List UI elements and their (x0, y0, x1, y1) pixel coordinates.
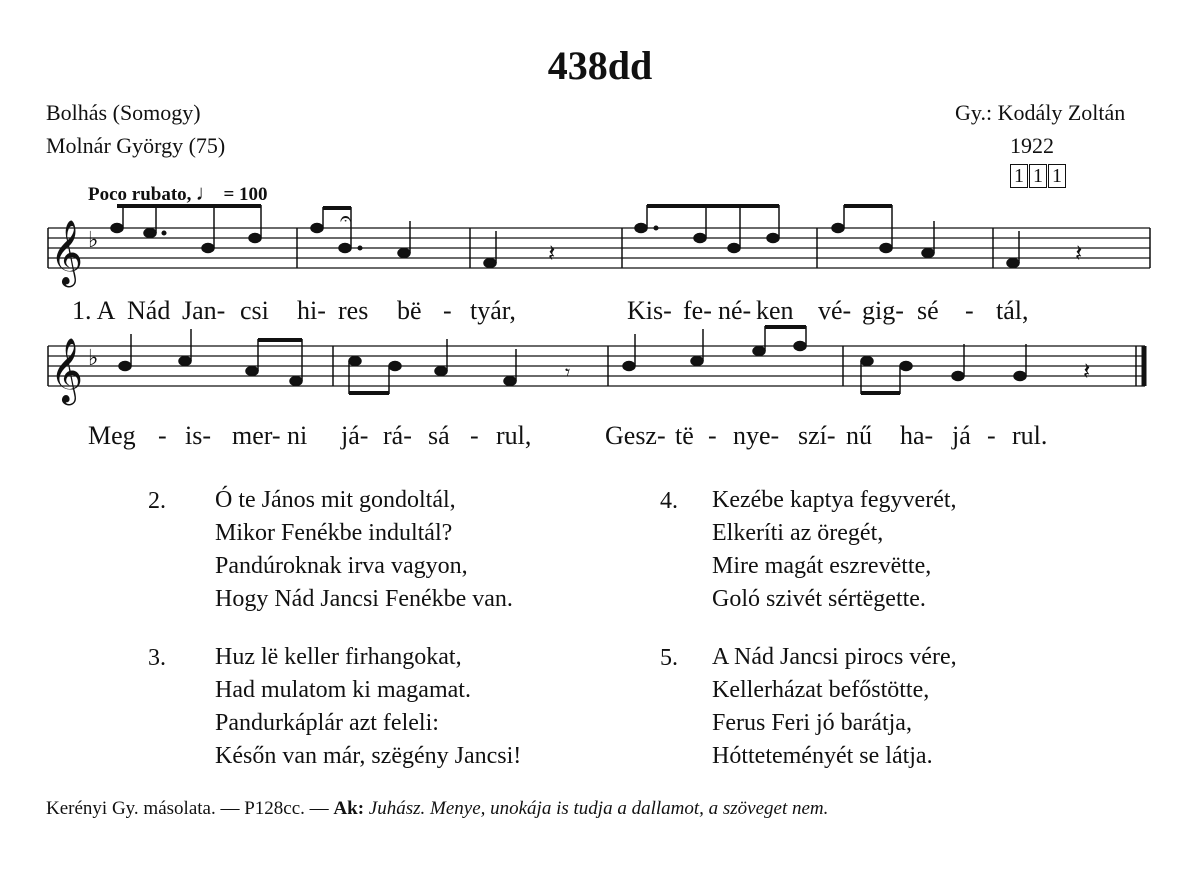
type-codes (1010, 164, 1067, 188)
verse-line: Hogy Nád Jancsi Fenékbe van. (215, 586, 513, 612)
verse-line: Kellerházat befőstötte, (712, 677, 930, 703)
notes-2 (119, 326, 1026, 394)
verse-line: Had mulatom ki magamat. (215, 677, 471, 703)
lyric-2-18: - (987, 421, 996, 450)
tempo-text: Poco rubato, (88, 184, 192, 205)
lyric-2-14: szí- (798, 421, 836, 450)
type-code-2: 1 (1029, 164, 1047, 188)
lyric-1-1: Nád (127, 296, 171, 325)
quarter-rest-icon: 𝄽 (1075, 241, 1083, 267)
verse-4 (712, 484, 957, 616)
lyric-2-12: - (708, 421, 717, 450)
lyric-2-15: nű (846, 421, 872, 450)
verse-number-5: 5. (660, 645, 678, 671)
verse-3 (215, 641, 521, 773)
place-label: Bolhás (Somogy) (46, 100, 201, 125)
lyric-2-9: rul, (496, 421, 532, 450)
lyric-1-6: bë (397, 296, 422, 325)
treble-clef-icon: 𝄞 (50, 340, 84, 402)
verse-number-2: 2. (148, 488, 166, 514)
quarter-rest-icon: 𝄽 (548, 241, 556, 267)
tempo-value: = 100 (223, 184, 268, 205)
verse-line: Goló szivét sértëgette. (712, 586, 926, 612)
lyric-1-2: Jan- (182, 296, 226, 325)
verse-number-4: 4. (660, 488, 678, 514)
lyric-1-10: fe- (683, 296, 712, 325)
staff-system-1 (0, 205, 1200, 295)
page-title: 438dd (547, 43, 653, 88)
verse-2 (215, 484, 513, 616)
lyric-2-3: mer- (232, 421, 281, 450)
lyric-2-8: - (470, 421, 479, 450)
lyric-2-17: já (952, 421, 971, 450)
verse-line: Ó te János mit gondoltál, (215, 487, 456, 513)
lyric-2-10: Gesz- (605, 421, 666, 450)
lyric-1-13: vé- (818, 296, 852, 325)
lyric-1-15: sé (917, 296, 939, 325)
lyric-2-11: të (675, 421, 694, 450)
lyric-1-14: gig- (862, 296, 904, 325)
verse-line: Későn van már, szëgény Jancsi! (215, 743, 522, 769)
singer-label: Molnár György (75) (46, 133, 226, 158)
lyric-2-1: - (158, 421, 167, 450)
verse-line: Pandúroknak irva vagyon, (215, 553, 468, 579)
lyric-1-5: res (338, 296, 369, 325)
staff-lines-2 (48, 346, 1145, 386)
footer-note (46, 798, 828, 820)
verse-line: Kezébe kaptya fegyverét, (712, 487, 957, 513)
lyric-2-6: rá- (383, 421, 412, 450)
year-label: 1922 (1010, 133, 1054, 158)
lyric-1-4: hi- (297, 296, 326, 325)
staff-system-2 (0, 326, 1200, 426)
footer-ak-label: Ak: (333, 798, 365, 819)
lyric-1-9: Kis- (627, 296, 672, 325)
verse-line: Elkeríti az öregét, (712, 520, 884, 546)
lyric-1-0: 1. A (72, 296, 116, 325)
verse-line: Pandurkáplár azt feleli: (215, 710, 439, 736)
lyric-1-3: csi (240, 296, 269, 325)
lyric-1-8: tyár, (470, 296, 516, 325)
lyric-2-4: ni (287, 421, 308, 450)
verse-number-3: 3. (148, 645, 166, 671)
quarter-note-icon: ♩ (195, 180, 218, 205)
lyric-2-7: sá (428, 421, 450, 450)
type-code-1: 1 (1010, 164, 1028, 188)
lyric-2-13: nye- (733, 421, 780, 450)
type-code-3: 1 (1048, 164, 1066, 188)
collector-label: Gy.: Kodály Zoltán (955, 100, 1126, 125)
lyric-1-12: ken (756, 296, 794, 325)
verse-line: Mire magát eszrevëtte, (712, 553, 932, 579)
tempo-marking (88, 180, 268, 206)
lyric-1-16: - (965, 296, 974, 325)
verse-line: Hóttetemén​yét se látja. (712, 743, 933, 769)
footer-ak-text: Juhász. Menye, unokája is tudja a dallamot, a szöveget nem. (368, 798, 829, 819)
treble-clef-icon: 𝄞 (50, 222, 84, 284)
quarter-rest-icon: 𝄽 (1083, 359, 1091, 385)
lyric-2-0: Meg (88, 421, 136, 450)
lyric-2-19: rul. (1012, 421, 1048, 450)
lyric-1-7: - (443, 296, 452, 325)
verse-line: Mikor Fenékbe indultál? (215, 520, 453, 546)
lyric-1-11: né- (718, 296, 752, 325)
verse-5 (712, 641, 957, 773)
lyric-1-17: tál, (996, 296, 1029, 325)
flat-key-icon: ♭ (88, 345, 99, 370)
verse-line: Ferus Feri jó barátja, (712, 710, 912, 736)
fermata-icon: 𝄐 (340, 208, 352, 230)
flat-key-icon: ♭ (88, 227, 99, 252)
verse-line: Huz lë keller firhangokat, (215, 644, 462, 670)
verse-line: A Nád Jancsi pirocs vére, (712, 644, 957, 670)
lyric-2-5: já- (341, 421, 369, 450)
lyric-2-16: ha- (900, 421, 934, 450)
footer-copy: Kerényi Gy. másolata. — P128cc. — (46, 798, 329, 819)
lyric-2-2: is- (185, 421, 211, 450)
eighth-rest-icon: 𝄾 (565, 362, 571, 384)
